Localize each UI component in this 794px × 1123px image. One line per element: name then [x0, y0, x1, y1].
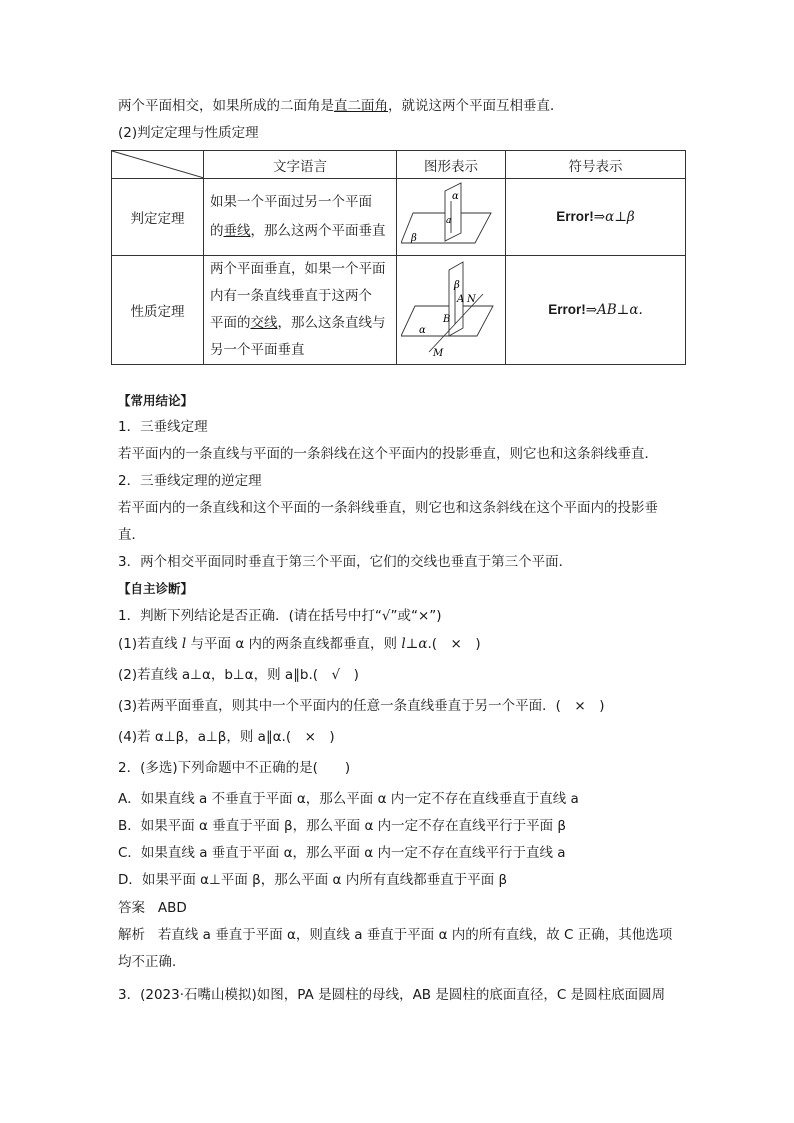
- figure-property: [397, 256, 506, 365]
- symbol-error-text: Error!: [556, 209, 594, 224]
- analysis-text: 若直线 a 垂直于平面 α，则直线 a 垂直于平面 α 内的所有直线，故 C 正确，其他选项: [157, 927, 673, 943]
- conclusion-line: 若平面内的一条直线和这个平面的一条斜线垂直，则它也和这条斜线在这个平面内的投影垂: [118, 500, 658, 516]
- conclusion-line: 3．两个相交平面同时垂直于第三个平面，它们的交线也垂直于第三个平面．: [118, 554, 573, 570]
- q1-item-1-var: l: [181, 636, 187, 652]
- desc-judgment-line-1: 如果一个平面过另一个平面: [210, 194, 372, 210]
- symbol-formula: ⇒α⊥β: [593, 209, 635, 225]
- diagnosis-heading: 【自主诊断】: [118, 581, 194, 596]
- question-1-item: [118, 635, 481, 653]
- desc-judgment: [204, 179, 397, 256]
- underlined-word-perpendicular: 垂线: [223, 223, 251, 239]
- conclusion-line: 1．三垂线定理: [118, 419, 208, 435]
- underlined-word-intersection: 交线: [250, 315, 278, 331]
- answer-label: 答案: [118, 900, 145, 916]
- q1-item-1-pre: (1)若直线: [118, 636, 182, 652]
- header-figure: 图形表示: [397, 151, 506, 179]
- analysis-line: [118, 926, 672, 944]
- q1-item-1-mid: 与平面 α 内的两条直线都垂直，则: [186, 636, 402, 652]
- symbol-property: [506, 256, 686, 365]
- question-1-title: 1．判断下列结论是否正确．(请在括号中打“√”或“×”): [118, 608, 442, 624]
- fig-label-line: a: [446, 216, 452, 226]
- question-1-item: (3)若两平面垂直，则其中一个平面内的任意一条直线垂直于另一个平面．( × ): [118, 698, 605, 714]
- intro-term: 直二面角: [334, 98, 388, 114]
- fig-label-lower: α: [419, 325, 426, 336]
- q1-item-1-ans: .( × ): [427, 636, 481, 652]
- perpendicular-planes-property-figure: [401, 258, 501, 358]
- conclusion-line: 若平面内的一条直线与平面的一条斜线在这个平面内的投影垂直，则它也和这条斜线垂直．: [118, 446, 658, 462]
- diagonal-line: [112, 151, 204, 178]
- fig-label-m: M: [433, 348, 444, 358]
- question-1-item: (2)若直线 a⊥α，b⊥α，则 a∥b.( √ ): [118, 667, 359, 683]
- desc-property-line-4: 另一个平面垂直: [210, 342, 305, 358]
- desc-property-line-3: 平面的交线，那么这条直线与: [210, 315, 386, 331]
- perpendicular-planes-figure: [401, 179, 501, 251]
- symbol-judgment: [506, 179, 686, 256]
- table-header-row: [112, 151, 686, 179]
- question-2-option: B．如果平面 α 垂直于平面 β，那么平面 α 内一定不存在直线平行于平面 β: [118, 818, 567, 834]
- diagonal-corner-cell: [112, 151, 204, 179]
- intro-text-pre: 两个平面相交，如果所成的二面角是: [118, 98, 334, 114]
- answer-value: ABD: [157, 900, 187, 916]
- symbol-error-text: Error!: [548, 302, 586, 317]
- desc-property-line-1: 两个平面垂直，如果一个平面: [210, 261, 386, 277]
- conclusion-line: 2．三垂线定理的逆定理: [118, 473, 262, 489]
- intro-text-post: ，就说这两个平面互相垂直．: [388, 98, 564, 114]
- theorem-table: [111, 150, 686, 365]
- table-row-property: [112, 256, 686, 365]
- intro-line: [118, 97, 564, 115]
- q1-item-1-expr: l⊥α: [401, 636, 428, 652]
- header-text-language: 文字语言: [204, 151, 397, 179]
- figure-judgment: [397, 179, 506, 256]
- fig-label-a: A: [457, 294, 465, 305]
- question-3-line: 3．(2023·石嘴山模拟)如图，PA 是圆柱的母线，AB 是圆柱的底面直径，C 是圆柱底面圆周: [118, 987, 666, 1003]
- question-2-option: C．如果直线 a 垂直于平面 α，那么平面 α 内一定不存在直线平行于直线 a: [118, 845, 566, 861]
- desc-property: [204, 256, 397, 365]
- header-symbol: 符号表示: [506, 151, 686, 179]
- section-title: (2)判定定理与性质定理: [118, 125, 259, 141]
- question-2-title: 2．(多选)下列命题中不正确的是( ): [118, 760, 351, 776]
- question-1-item: (4)若 α⊥β，a⊥β，则 a∥α.( × ): [118, 729, 335, 745]
- fig-label-upper: α: [452, 191, 459, 202]
- fig-label-n: N: [467, 294, 476, 305]
- desc-property-line-2: 内有一条直线垂直于这两个: [210, 288, 372, 304]
- fig-label-upper: β: [454, 280, 460, 291]
- fig-label-lower: β: [411, 233, 417, 244]
- conclusion-line: 直．: [118, 527, 145, 543]
- analysis-line: 均不正确．: [118, 954, 186, 970]
- question-2-option: D．如果平面 α⊥平面 β，那么平面 α 内所有直线都垂直于平面 β: [118, 872, 508, 888]
- row-label-property: 性质定理: [112, 256, 204, 365]
- answer-line: [118, 899, 187, 917]
- symbol-formula: ⇒AB⊥α.: [585, 302, 643, 318]
- table-row-judgment: [112, 179, 686, 256]
- row-label-judgment: 判定定理: [112, 179, 204, 256]
- analysis-label: 解析: [118, 927, 145, 943]
- conclusions-heading: 【常用结论】: [118, 393, 194, 408]
- fig-label-b: B: [443, 314, 451, 325]
- desc-judgment-line-2: 的垂线，那么这两个平面垂直: [210, 223, 386, 239]
- question-2-option: A．如果直线 a 不垂直于平面 α，那么平面 α 内一定不存在直线垂直于直线 a: [118, 791, 579, 807]
